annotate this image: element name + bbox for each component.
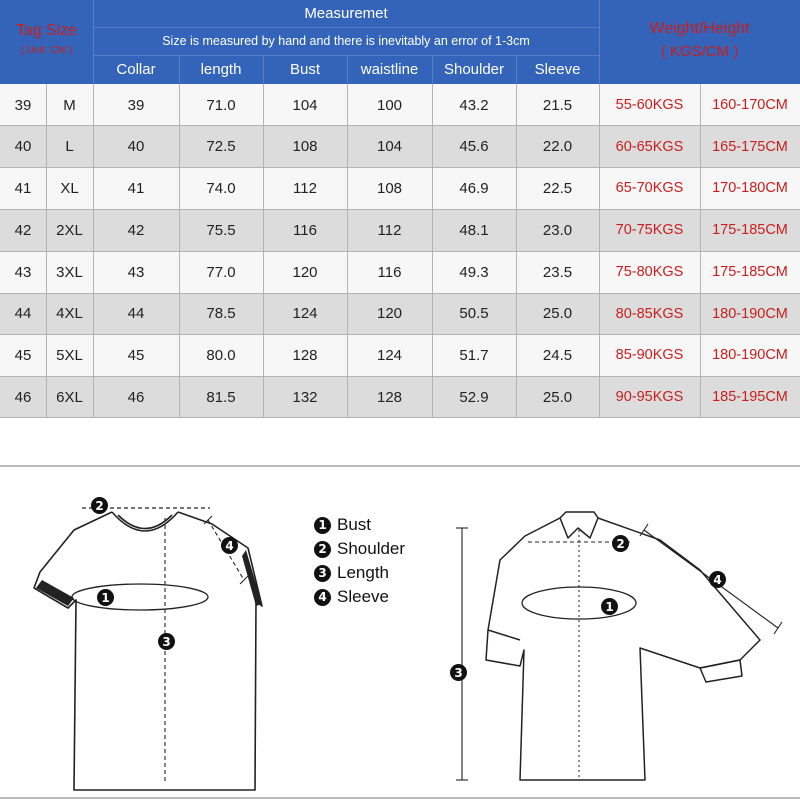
tag-cell: 43 bbox=[14, 263, 32, 281]
weight-cell: 65-70KGS bbox=[615, 180, 684, 196]
table-row bbox=[0, 376, 800, 418]
weight-cell: 60-65KGS bbox=[615, 138, 684, 155]
legend-item bbox=[314, 539, 405, 559]
tag-cell: 41 bbox=[14, 179, 32, 197]
size-cell: 4XL bbox=[56, 305, 83, 322]
height-cell: 165-175CM bbox=[712, 138, 788, 155]
tag-cell: 42 bbox=[14, 221, 32, 239]
legend-number: 1 bbox=[314, 517, 331, 534]
waist-cell: 104 bbox=[376, 138, 403, 155]
tag-cell: 46 bbox=[14, 388, 32, 406]
column-header: Shoulder bbox=[443, 61, 505, 78]
bust-cell: 120 bbox=[292, 263, 318, 281]
legend-label: Sleeve bbox=[337, 587, 389, 606]
bust-cell: 104 bbox=[292, 96, 318, 114]
sleeve-cell: 25.0 bbox=[542, 388, 573, 406]
sleeve-cell: 22.0 bbox=[542, 138, 573, 155]
weight-height-unit: ( KGS/CM ) bbox=[660, 42, 739, 60]
tshirt-diagram bbox=[0, 470, 300, 795]
diagram-top-divider bbox=[0, 465, 800, 467]
sleeve-cell: 24.5 bbox=[542, 346, 573, 364]
size-cell: 6XL bbox=[56, 388, 83, 406]
height-cell: 170-180CM bbox=[712, 180, 788, 196]
tag-size-title: Tag Size bbox=[15, 22, 78, 39]
shoulder-cell: 51.7 bbox=[459, 346, 489, 364]
shoulder-cell: 50.5 bbox=[459, 305, 489, 322]
tag-cell: 44 bbox=[14, 305, 32, 322]
collar-cell: 46 bbox=[127, 388, 145, 406]
column-header: Bust bbox=[289, 61, 320, 78]
length-cell: 71.0 bbox=[206, 96, 236, 114]
shoulder-cell: 49.3 bbox=[459, 263, 489, 281]
collar-cell: 44 bbox=[127, 305, 145, 322]
weight-cell: 80-85KGS bbox=[615, 305, 684, 322]
waist-cell: 116 bbox=[377, 263, 402, 281]
length-cell: 78.5 bbox=[206, 305, 236, 322]
table-row bbox=[0, 251, 800, 293]
legend-label: Length bbox=[337, 563, 389, 582]
size-cell: M bbox=[63, 96, 76, 114]
column-header: waistline bbox=[360, 61, 419, 78]
weight-cell: 55-60KGS bbox=[615, 97, 684, 113]
table-row bbox=[0, 334, 800, 376]
bust-cell: 112 bbox=[293, 179, 317, 197]
legend-item bbox=[314, 515, 371, 535]
weight-height-title: Weight/Height bbox=[649, 20, 750, 37]
sleeve-cell: 21.5 bbox=[542, 96, 573, 114]
size-cell: 5XL bbox=[56, 346, 83, 364]
table-row bbox=[0, 167, 800, 209]
legend-item bbox=[314, 587, 389, 607]
bust-cell: 116 bbox=[293, 221, 317, 239]
height-cell: 185-195CM bbox=[712, 389, 788, 405]
sleeve-cell: 23.0 bbox=[542, 221, 573, 239]
table-row bbox=[0, 209, 800, 251]
shoulder-cell: 46.9 bbox=[459, 179, 489, 197]
size-cell: L bbox=[65, 138, 74, 155]
legend-number: 4 bbox=[314, 589, 331, 606]
length-cell: 75.5 bbox=[206, 221, 236, 239]
legend-label: Bust bbox=[337, 515, 372, 534]
column-header: Sleeve bbox=[534, 61, 581, 78]
size-cell: 2XL bbox=[56, 221, 83, 239]
bust-cell: 124 bbox=[292, 305, 318, 322]
collar-cell: 39 bbox=[127, 96, 145, 114]
marker-length-shirt: 3 bbox=[450, 664, 467, 681]
shoulder-cell: 48.1 bbox=[459, 221, 489, 239]
length-cell: 74.0 bbox=[206, 179, 236, 197]
collar-cell: 40 bbox=[127, 138, 145, 155]
bust-cell: 128 bbox=[292, 346, 318, 364]
tag-cell: 45 bbox=[14, 346, 32, 364]
sleeve-cell: 22.5 bbox=[542, 179, 573, 197]
collar-cell: 45 bbox=[127, 346, 145, 364]
tag-size-unit: ( Unit: CM ) bbox=[20, 44, 73, 56]
tag-cell: 39 bbox=[14, 96, 32, 114]
collar-cell: 43 bbox=[127, 263, 145, 281]
collar-cell: 42 bbox=[127, 221, 145, 239]
column-header: Collar bbox=[116, 61, 156, 78]
collar-cell: 41 bbox=[127, 179, 145, 197]
size-cell: XL bbox=[60, 179, 79, 197]
length-cell: 72.5 bbox=[206, 138, 236, 155]
table-row bbox=[0, 293, 800, 334]
height-cell: 160-170CM bbox=[712, 97, 788, 113]
marker-shoulder-tshirt: 2 bbox=[91, 497, 108, 514]
sleeve-cell: 25.0 bbox=[542, 305, 573, 322]
marker-sleeve-shirt: 4 bbox=[709, 571, 726, 588]
measurement-note: Size is measured by hand and there is inevitably an error of 1-3cm bbox=[162, 34, 530, 48]
bust-measure-ellipse bbox=[72, 584, 208, 610]
length-cell: 80.0 bbox=[206, 346, 236, 364]
shirt-collar bbox=[560, 512, 598, 538]
legend-item bbox=[314, 563, 389, 583]
marker-sleeve-tshirt: 4 bbox=[221, 537, 238, 554]
weight-cell: 85-90KGS bbox=[615, 347, 684, 363]
waist-cell: 100 bbox=[376, 96, 403, 114]
measurement-title: Measuremet bbox=[304, 5, 388, 22]
column-header: length bbox=[200, 61, 242, 78]
diagram-bottom-divider bbox=[0, 797, 800, 799]
waist-cell: 120 bbox=[376, 305, 403, 322]
bust-cell: 108 bbox=[292, 138, 318, 155]
size-cell: 3XL bbox=[56, 263, 83, 281]
tag-cell: 40 bbox=[14, 138, 32, 155]
waist-cell: 128 bbox=[376, 388, 403, 406]
shoulder-cell: 43.2 bbox=[459, 96, 489, 114]
legend-label: Shoulder bbox=[337, 539, 406, 558]
length-cell: 81.5 bbox=[206, 388, 236, 406]
weight-cell: 90-95KGS bbox=[615, 389, 684, 405]
shoulder-cell: 45.6 bbox=[459, 138, 489, 155]
legend-number: 2 bbox=[314, 541, 331, 558]
waist-cell: 124 bbox=[376, 346, 403, 364]
table-row bbox=[0, 126, 800, 167]
marker-bust-shirt: 1 bbox=[601, 598, 618, 615]
height-cell: 180-190CM bbox=[712, 305, 788, 322]
size-table-body bbox=[0, 84, 800, 418]
height-cell: 175-185CM bbox=[712, 264, 788, 280]
marker-shoulder-shirt: 2 bbox=[612, 535, 629, 552]
weight-cell: 75-80KGS bbox=[615, 264, 684, 280]
marker-length-tshirt: 3 bbox=[158, 633, 175, 650]
waist-cell: 108 bbox=[376, 179, 403, 197]
height-cell: 175-185CM bbox=[712, 222, 788, 238]
length-cell: 77.0 bbox=[206, 263, 236, 281]
legend-number: 3 bbox=[314, 565, 331, 582]
weight-cell: 70-75KGS bbox=[615, 222, 684, 238]
marker-bust-tshirt: 1 bbox=[97, 589, 114, 606]
bust-cell: 132 bbox=[292, 388, 318, 406]
shoulder-cell: 52.9 bbox=[459, 388, 489, 406]
waist-cell: 112 bbox=[377, 221, 402, 239]
height-cell: 180-190CM bbox=[712, 347, 788, 363]
table-row bbox=[0, 84, 800, 126]
shirt-outline bbox=[486, 518, 760, 780]
sleeve-cell: 23.5 bbox=[542, 263, 573, 281]
